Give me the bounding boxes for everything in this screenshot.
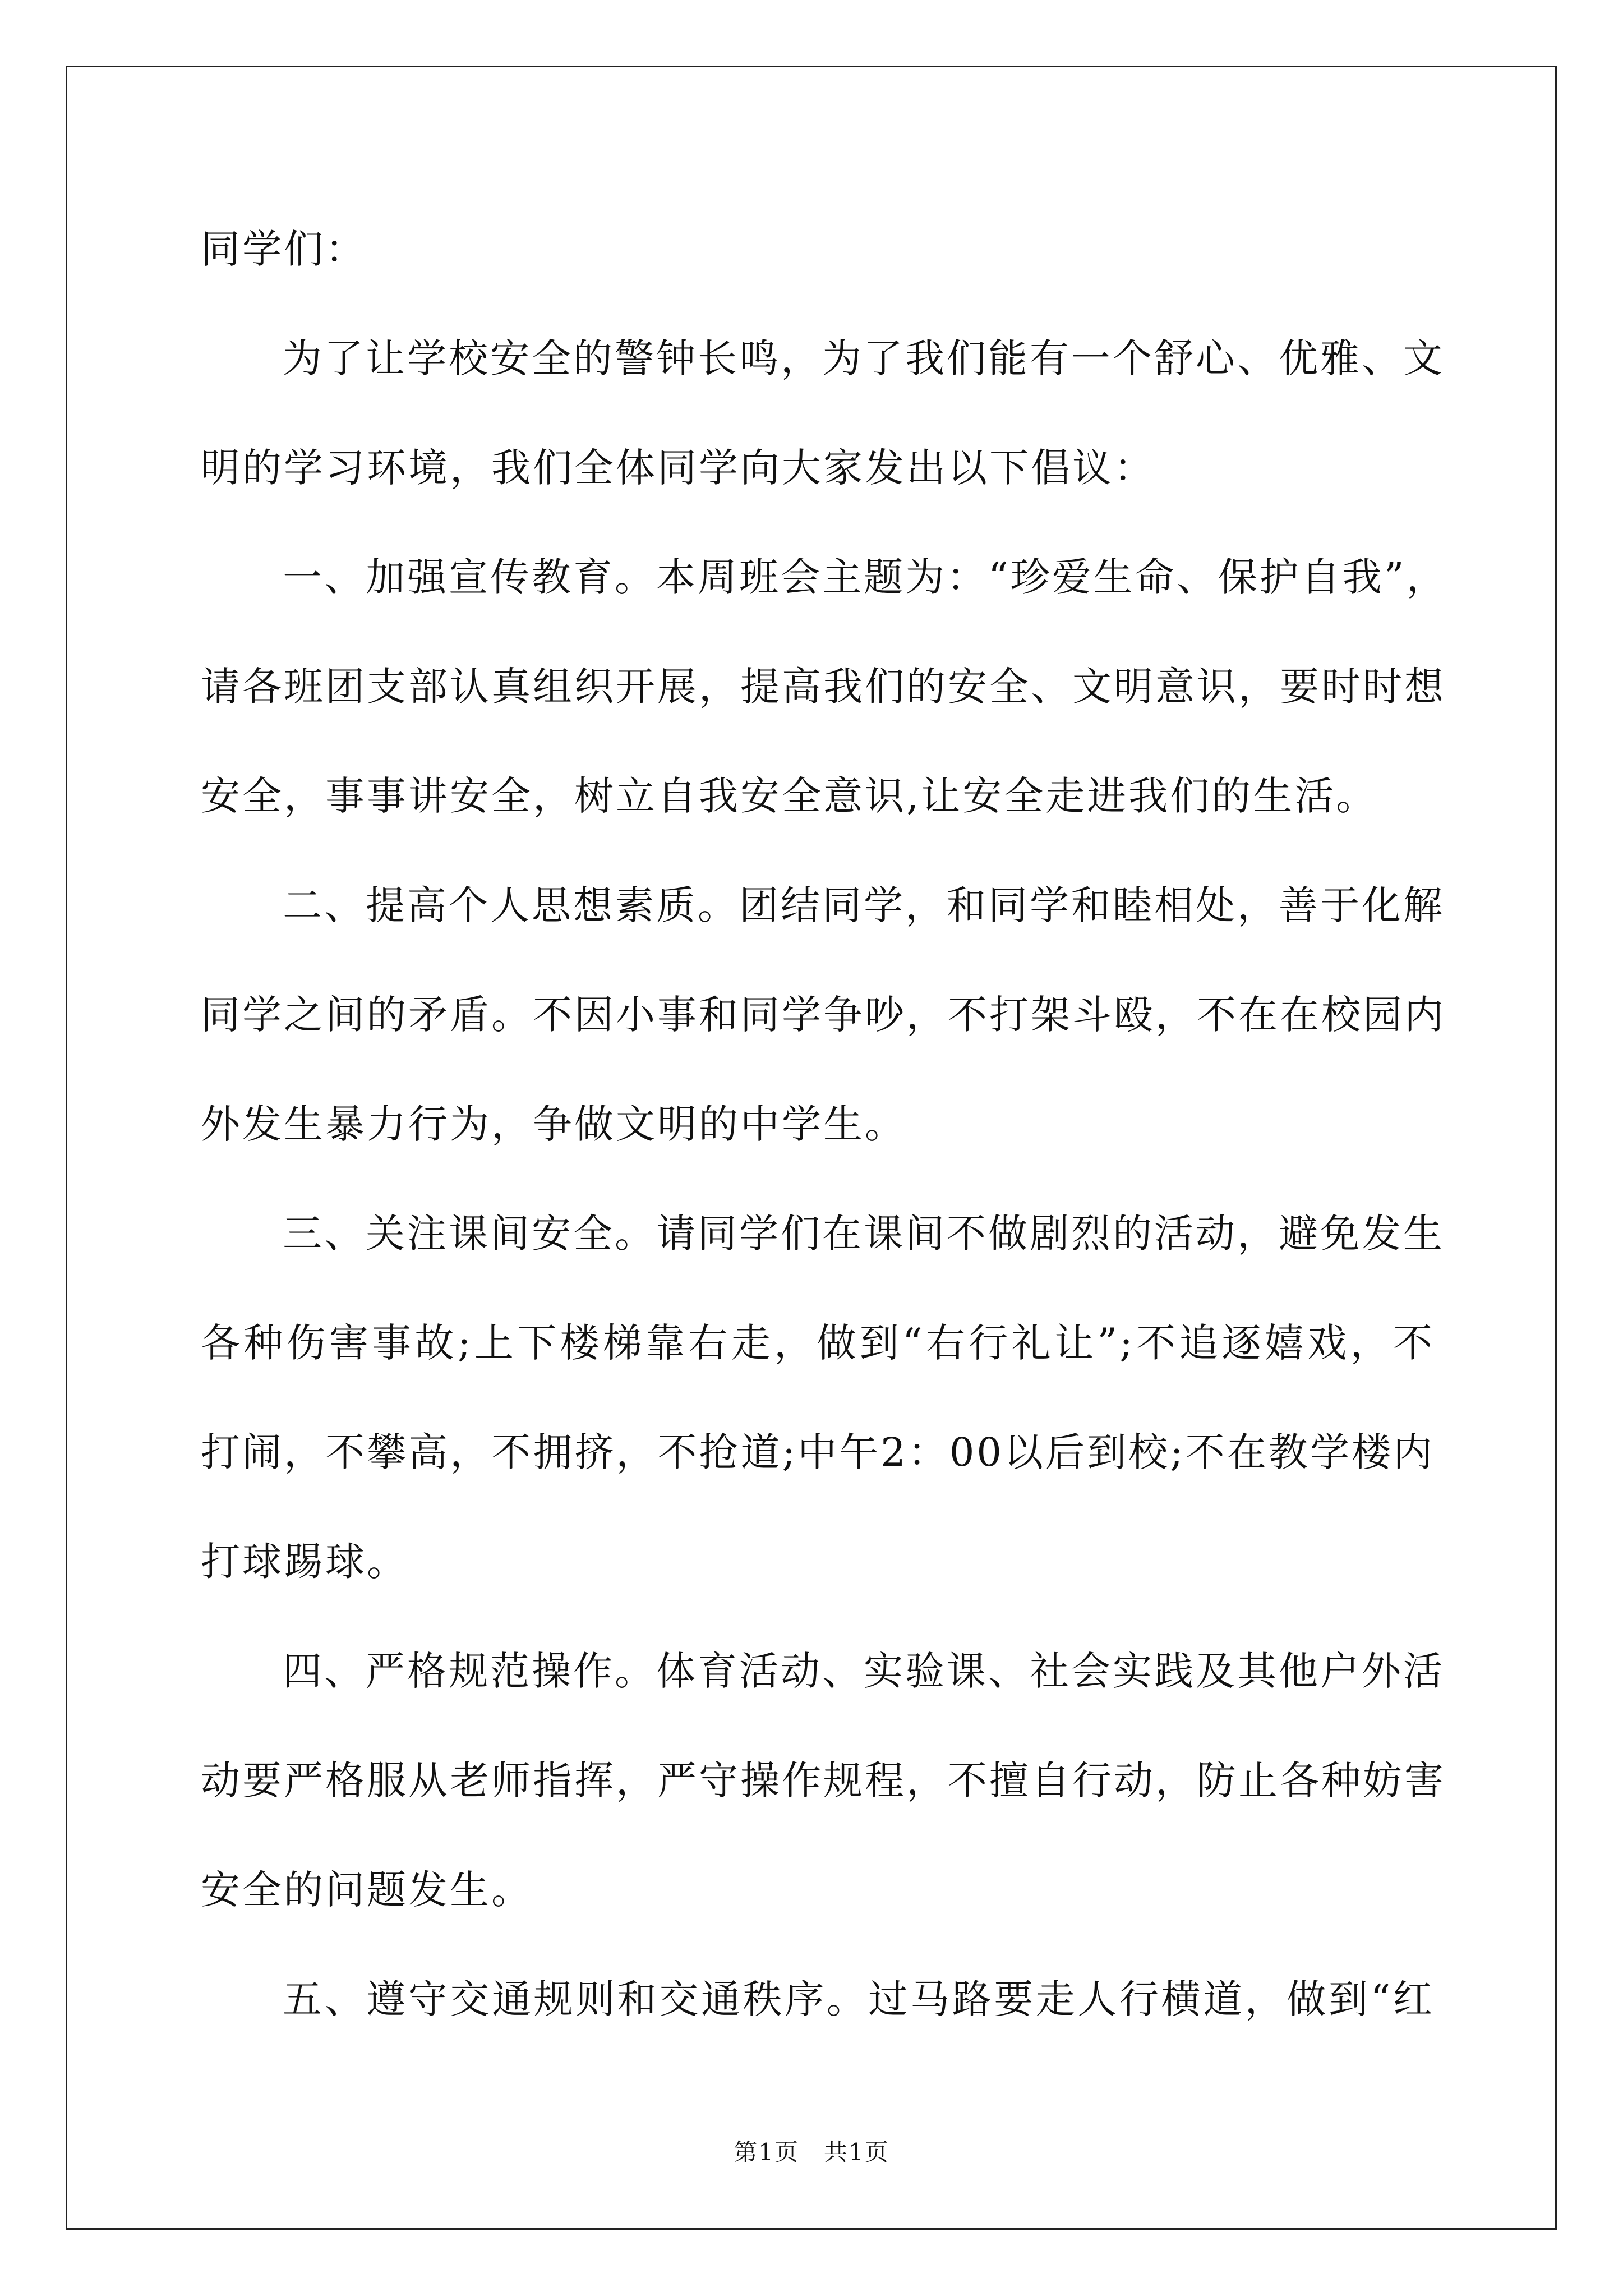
paragraph-line: 二、提高个人思想素质。团结同学，和同学和睦相处，善于化解 (283, 882, 1445, 928)
paragraph-line: 五、遵守交通规则和交通秩序。过马路要走人行横道，做到“红 (283, 1976, 1435, 2022)
paragraph-line: 三、关注课间安全。请同学们在课间不做剧烈的活动，避免发生 (283, 1211, 1445, 1257)
paragraph-line: 打闹，不攀高，不拥挤，不抢道;中午2：00以后到校;不在教学楼内 (201, 1429, 1435, 1475)
paragraph-line: 一、加强宣传教育。本周班会主题为：“珍爱生命、保护自我”， (283, 554, 1448, 600)
page-number: 第1页 共1页 (734, 2138, 889, 2166)
paragraph-line: 四、严格规范操作。体育活动、实验课、社会实践及其他户外活 (283, 1648, 1445, 1694)
paragraph-line: 明的学习环境，我们全体同学向大家发出以下倡议： (201, 445, 1155, 491)
paragraph-line: 外发生暴力行为，争做文明的中学生。 (201, 1101, 906, 1147)
paragraph-line: 打球踢球。 (201, 1539, 408, 1585)
paragraph-line: 同学之间的矛盾。不因小事和同学争吵，不打架斗殴，不在在校园内 (201, 992, 1446, 1038)
paragraph-line: 安全，事事讲安全，树立自我安全意识,让安全走进我们的生活。 (201, 773, 1378, 819)
paragraph-line: 安全的问题发生。 (201, 1867, 533, 1913)
salutation: 同学们： (201, 226, 367, 272)
paragraph-line: 为了让学校安全的警钟长鸣，为了我们能有一个舒心、优雅、文 (283, 335, 1445, 381)
paragraph-line: 各种伤害事故;上下楼梯靠右走，做到“右行礼让”;不追逐嬉戏，不 (201, 1320, 1435, 1366)
paragraph-line: 动要严格服从老师指挥，严守操作规程，不擅自行动，防止各种妨害 (201, 1757, 1446, 1803)
paragraph-line: 请各班团支部认真组织开展，提高我们的安全、文明意识，要时时想 (201, 664, 1446, 710)
